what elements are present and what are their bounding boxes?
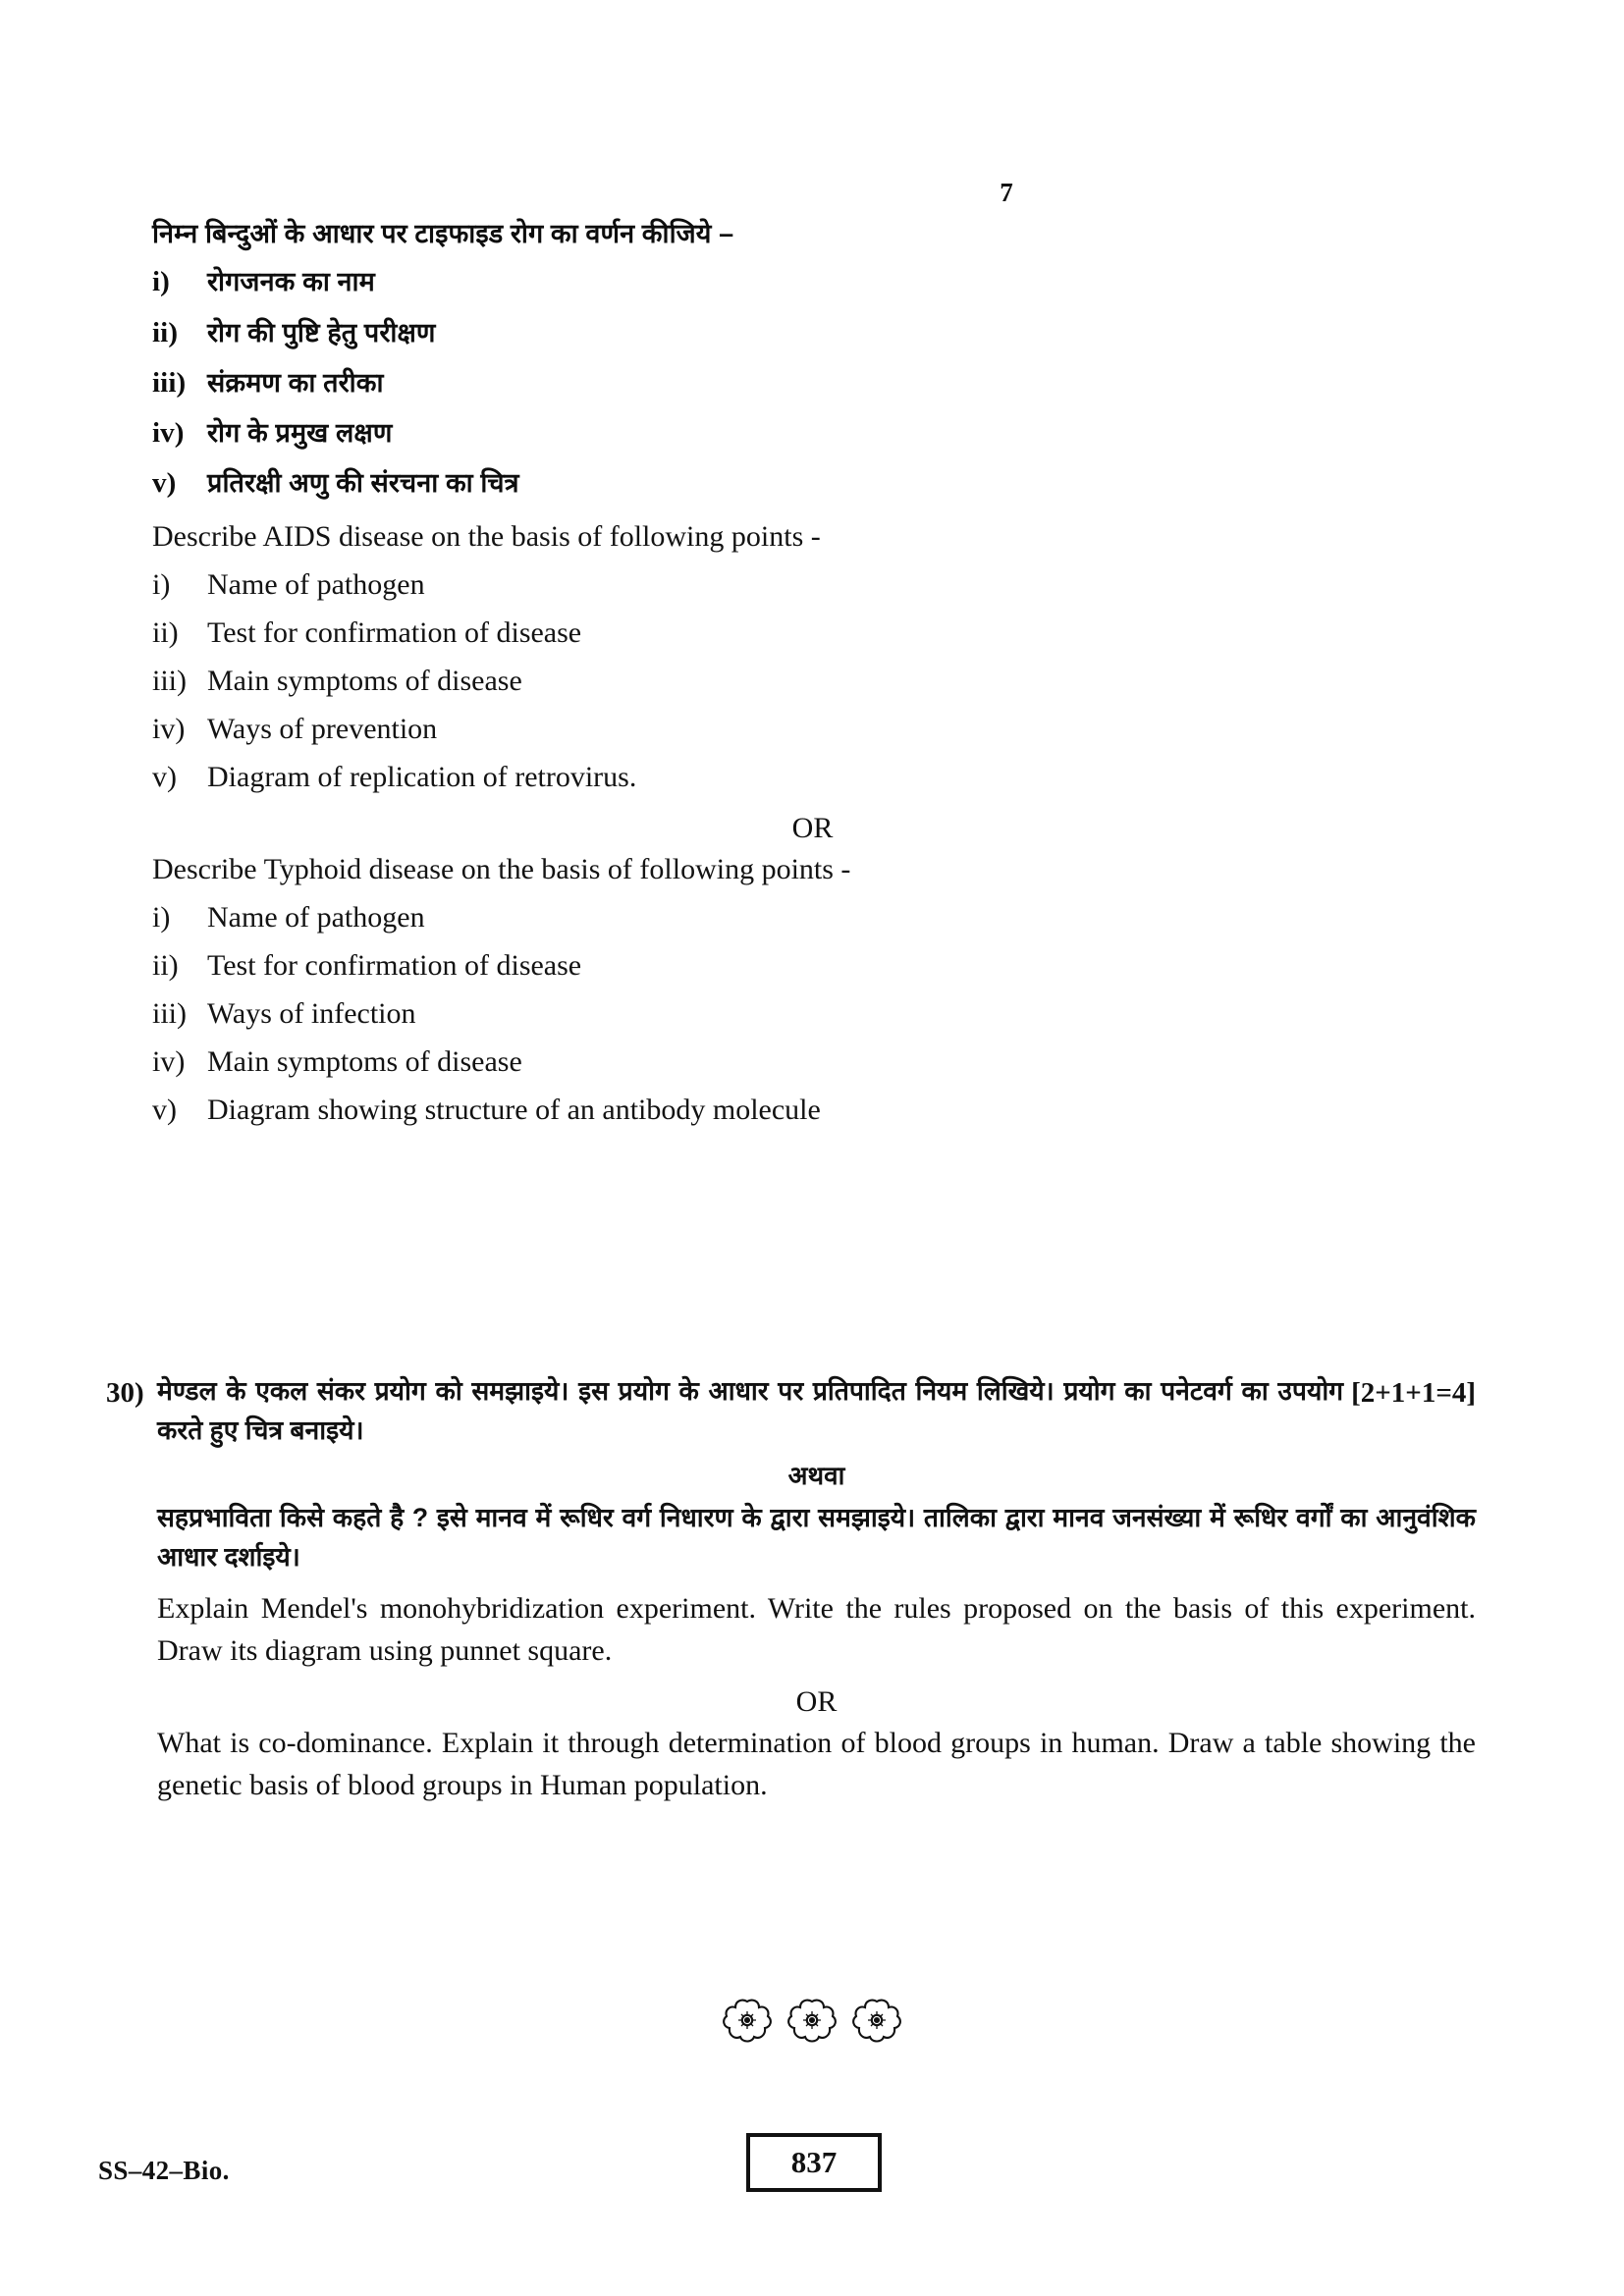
list-item (152, 1090, 1473, 1131)
list-item-number: iii) (152, 366, 187, 399)
list-item-label: Diagram showing structure of an antibody molecule (207, 1094, 821, 1127)
list-item (152, 413, 1473, 454)
list-item-number: iii) (152, 997, 187, 1031)
flower-ornament-icon (787, 1998, 837, 2045)
list-item-label: Test for confirmation of disease (207, 616, 582, 650)
list-item (152, 709, 1473, 750)
list-item-number: v) (152, 467, 177, 500)
list-item (152, 661, 1473, 702)
question-30 (106, 1372, 1476, 1806)
list-item-number: v) (152, 761, 177, 794)
list-item-number: i) (152, 901, 171, 934)
question-30-hindi-text: मेण्डल के एकल संकर प्रयोग को समझाइये। इस प्रयोग के आधार पर प्रतिपादित नियम लिखिये। प्रयोग का पनेटवर्ग का उपयोग करते हुए चित्र बनाइये। (157, 1376, 1344, 1445)
flower-ornament-row (0, 1998, 1624, 2045)
question-30-marks: [2+1+1=4] (1351, 1377, 1476, 1409)
paper-number-box: 837 (746, 2133, 882, 2192)
or-separator: OR (791, 812, 834, 845)
list-item-label: Ways of prevention (207, 713, 438, 746)
english-points-list-aids (152, 564, 1473, 798)
question-30-english-alt-text: What is co-dominance. Explain it through determination of blood groups in human. Draw a table showing the genetic basis of blood groups in Human population. (157, 1727, 1476, 1801)
english-points-list-typhoid (152, 897, 1473, 1131)
list-item-label: Name of pathogen (207, 568, 425, 602)
list-item (152, 613, 1473, 654)
list-item-label: Name of pathogen (207, 901, 425, 934)
list-item-label: रोगजनक का नाम (207, 267, 375, 297)
list-item-number: ii) (152, 316, 179, 348)
list-item-number: iv) (152, 713, 186, 746)
question-30-hindi-text-wrap (157, 1372, 1476, 1451)
list-item-number: i) (152, 266, 170, 298)
list-item-label: रोग के प्रमुख लक्षण (207, 417, 393, 448)
list-item (152, 757, 1473, 798)
hindi-lead-typhoid: निम्न बिन्दुओं के आधार पर टाइफाइड रोग का वर्णन कीजिये – (152, 219, 734, 248)
english-lead-typhoid: Describe Typhoid disease on the basis of following points - (152, 853, 851, 886)
footer-paper-code: SS–42–Bio. (98, 2156, 230, 2185)
list-item (152, 313, 1473, 353)
page-content (152, 0, 1473, 1131)
page-number: 7 (1000, 178, 1013, 207)
question-30-english-text: Explain Mendel's monohybridization experiment. Write the rules proposed on the basis of this experiment. Draw its diagram using punnet square. (157, 1592, 1476, 1667)
question-30-hindi-row (106, 1372, 1476, 1806)
flower-ornament-icon (852, 1998, 901, 2045)
list-item-label: रोग की पुष्टि हेतु परीक्षण (207, 317, 436, 347)
list-item (152, 993, 1473, 1035)
list-item (152, 262, 1473, 302)
list-item-label: Test for confirmation of disease (207, 949, 582, 983)
list-item (152, 564, 1473, 606)
list-item-number: ii) (152, 949, 179, 983)
question-30-hindi-body (157, 1372, 1476, 1806)
english-lead-aids: Describe AIDS disease on the basis of following points - (152, 520, 821, 554)
list-item-number: i) (152, 568, 171, 602)
or-separator-q30: OR (795, 1685, 838, 1719)
list-item (152, 363, 1473, 403)
hindi-points-list (152, 262, 1473, 504)
list-item (152, 463, 1473, 504)
list-item-number: iii) (152, 665, 187, 698)
list-item-number: iv) (152, 1045, 186, 1079)
list-item-number: iv) (152, 416, 185, 449)
list-item (152, 945, 1473, 987)
list-item-label: Diagram of replication of retrovirus. (207, 761, 637, 794)
list-item-number: v) (152, 1094, 177, 1127)
list-item (152, 897, 1473, 938)
question-30-hindi-alt-text: सहप्रभाविता किसे कहते है ? इसे मानव में रूधिर वर्ग निधारण के द्वारा समझाइये। तालिका द्वारा मानव जनसंख्या में रूधिर वर्गों का आनुवंशिक आधार दर्शाइये। (157, 1502, 1476, 1572)
list-item-label: Ways of infection (207, 997, 416, 1031)
list-item (152, 1041, 1473, 1083)
question-30-number: 30) (106, 1377, 144, 1409)
list-item-label: Main symptoms of disease (207, 665, 522, 698)
list-item-label: Main symptoms of disease (207, 1045, 522, 1079)
athwa-separator: अथवा (787, 1460, 845, 1490)
flower-ornament-icon (723, 1998, 772, 2045)
list-item-number: ii) (152, 616, 179, 650)
list-item-label: प्रतिरक्षी अणु की संरचना का चित्र (207, 468, 519, 499)
list-item-label: संक्रमण का तरीका (207, 367, 384, 398)
